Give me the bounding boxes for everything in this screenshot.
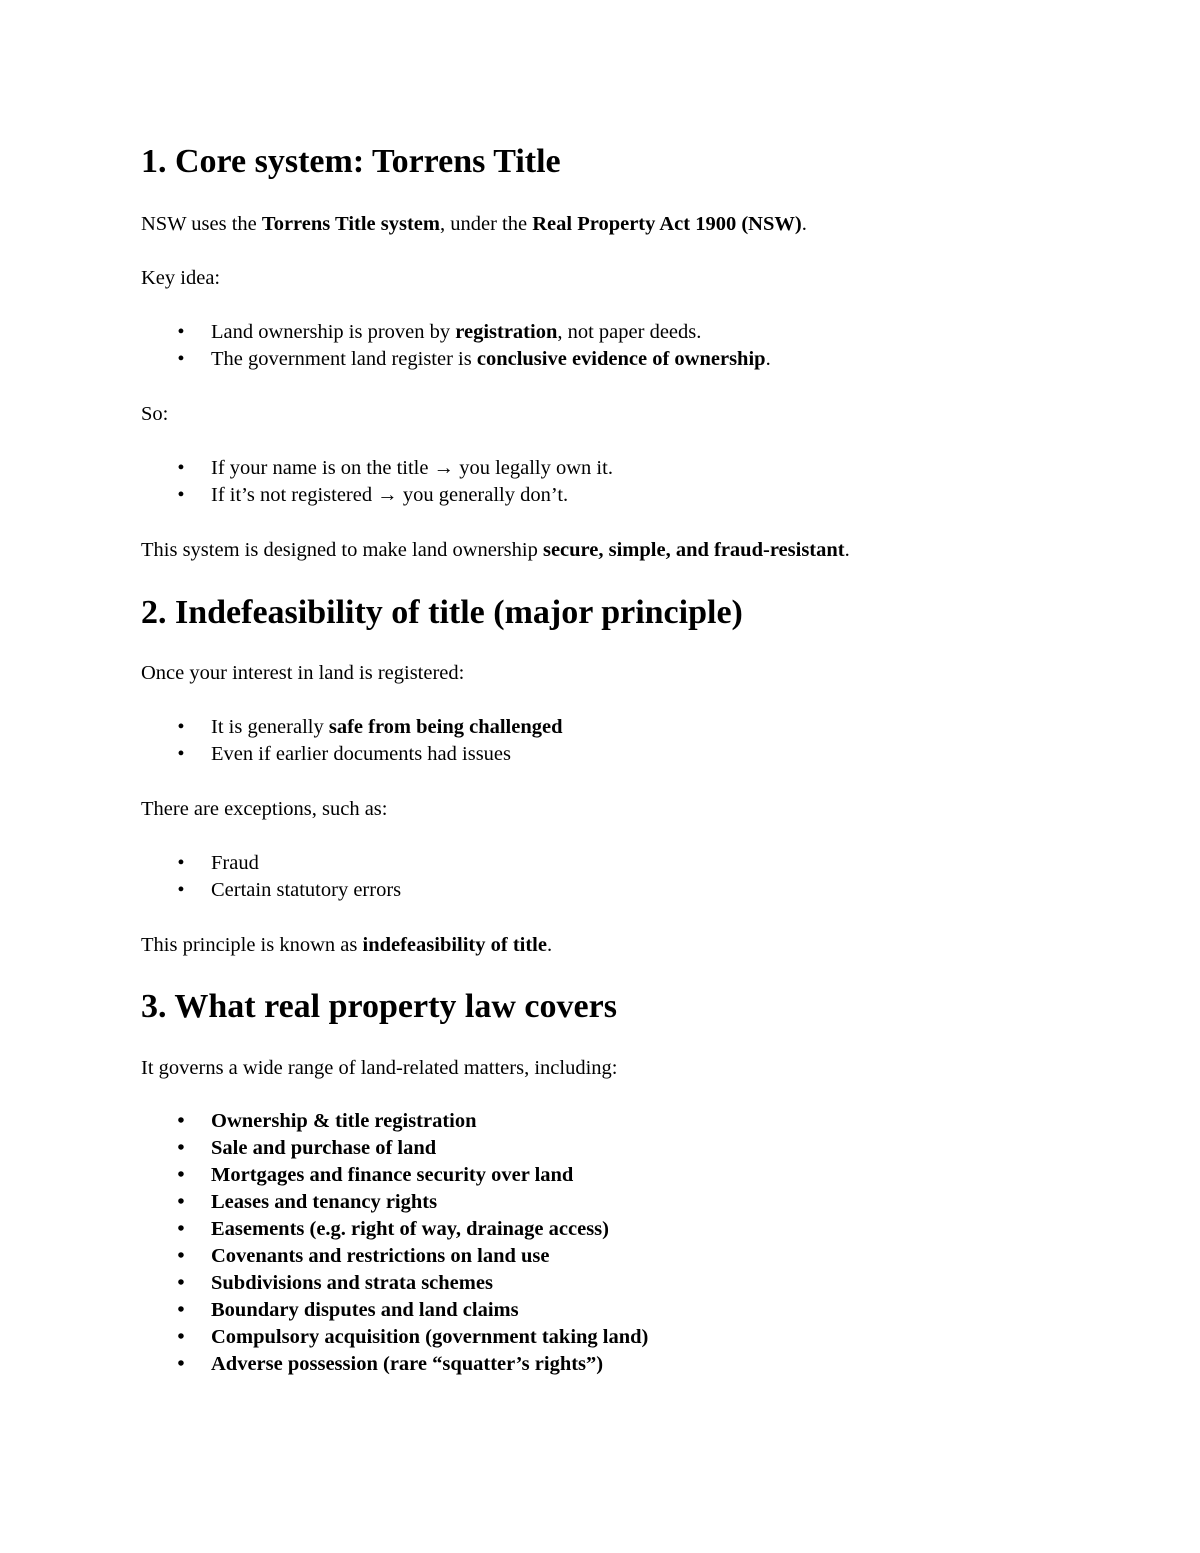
text-run: Covenants and restrictions on land use: [211, 1245, 550, 1267]
so-label: So:: [141, 403, 169, 425]
text-run: , under the: [439, 213, 533, 235]
bullet-icon: •: [177, 457, 185, 479]
so-list: [141, 455, 613, 509]
list-item: [141, 1216, 648, 1243]
bullet-icon: •: [177, 1299, 185, 1321]
bullet-icon: •: [177, 1137, 185, 1159]
section-2-heading: 2. Indefeasibility of title (major principle): [141, 594, 743, 631]
list-item: [141, 714, 563, 741]
bullet-icon: •: [177, 1272, 185, 1294]
text-run: This principle is known as: [141, 934, 363, 956]
text-run: Ownership & title registration: [211, 1110, 477, 1132]
list-item: [141, 1297, 648, 1324]
bullet-icon: •: [177, 743, 185, 765]
text-run: Even if earlier documents had issues: [211, 743, 512, 765]
bold-run: Torrens Title system: [261, 213, 440, 235]
bold-run: safe from being challenged: [328, 716, 563, 738]
list-item: [141, 1243, 648, 1270]
list-item: [141, 741, 563, 768]
text-run: Fraud: [211, 852, 259, 874]
list-item: [141, 877, 401, 904]
text-run: It is generally: [211, 716, 329, 738]
section-2-closing: [141, 932, 552, 959]
bullet-icon: •: [177, 1353, 185, 1375]
list-item: [141, 1108, 648, 1135]
text-run: If it’s not registered → you generally don’t.: [211, 484, 569, 506]
list-item: [141, 1324, 648, 1351]
text-run: Mortgages and finance security over land: [211, 1164, 574, 1186]
coverage-list: [141, 1108, 648, 1378]
text-run: .: [801, 213, 807, 235]
bullet-icon: •: [177, 321, 185, 343]
text-run: Compulsory acquisition (government taking land): [211, 1326, 649, 1348]
exceptions-list: [141, 850, 401, 904]
bullet-icon: •: [177, 1191, 185, 1213]
bold-run: registration: [455, 321, 558, 343]
section-3-intro: It governs a wide range of land-related matters, including:: [141, 1057, 618, 1079]
text-run: .: [765, 348, 771, 370]
text-run: Easements (e.g. right of way, drainage access): [211, 1218, 609, 1240]
bold-run: secure, simple, and fraud-resistant: [542, 539, 845, 561]
list-item: [141, 1162, 648, 1189]
bold-run: conclusive evidence of ownership: [476, 348, 766, 370]
list-item: [141, 1135, 648, 1162]
bold-run: indefeasibility of title: [362, 934, 547, 956]
bullet-icon: •: [177, 348, 185, 370]
key-idea-label: Key idea:: [141, 267, 221, 289]
bullet-icon: •: [177, 1245, 185, 1267]
section-2-intro: Once your interest in land is registered:: [141, 662, 465, 684]
text-run: Land ownership is proven by: [211, 321, 456, 343]
list-item: [141, 1270, 648, 1297]
section-1-closing: [141, 537, 850, 564]
bullet-icon: •: [177, 716, 185, 738]
text-run: Boundary disputes and land claims: [211, 1299, 519, 1321]
list-item: [141, 455, 613, 482]
bullet-icon: •: [177, 1164, 185, 1186]
text-run: Subdivisions and strata schemes: [211, 1272, 493, 1294]
bullet-icon: •: [177, 1110, 185, 1132]
bold-run: Real Property Act 1900 (NSW): [532, 213, 802, 235]
text-run: NSW uses the: [141, 213, 262, 235]
indefeasibility-list: [141, 714, 563, 768]
text-run: .: [844, 539, 850, 561]
list-item: [141, 1351, 648, 1378]
bullet-icon: •: [177, 1218, 185, 1240]
list-item: [141, 850, 401, 877]
section-1-intro: [141, 211, 807, 238]
bullet-icon: •: [177, 1326, 185, 1348]
text-run: The government land register is: [211, 348, 477, 370]
list-item: [141, 482, 613, 509]
text-run: Leases and tenancy rights: [211, 1191, 438, 1213]
text-run: This system is designed to make land ownership: [141, 539, 543, 561]
text-run: If your name is on the title → you legally own it.: [211, 457, 613, 479]
list-item: [141, 346, 771, 373]
text-run: .: [546, 934, 553, 956]
text-run: Sale and purchase of land: [211, 1137, 437, 1159]
bullet-icon: •: [177, 852, 185, 874]
text-run: Adverse possession (rare “squatter’s rights”): [211, 1353, 604, 1375]
section-3-heading: 3. What real property law covers: [141, 988, 617, 1025]
key-idea-list: [141, 319, 771, 373]
exceptions-label: There are exceptions, such as:: [141, 798, 388, 820]
bullet-icon: •: [177, 484, 185, 506]
list-item: [141, 1189, 648, 1216]
list-item: [141, 319, 771, 346]
text-run: Certain statutory errors: [211, 879, 402, 901]
section-1-heading: 1. Core system: Torrens Title: [141, 143, 561, 180]
bullet-icon: •: [177, 879, 185, 901]
text-run: , not paper deeds.: [557, 321, 702, 343]
